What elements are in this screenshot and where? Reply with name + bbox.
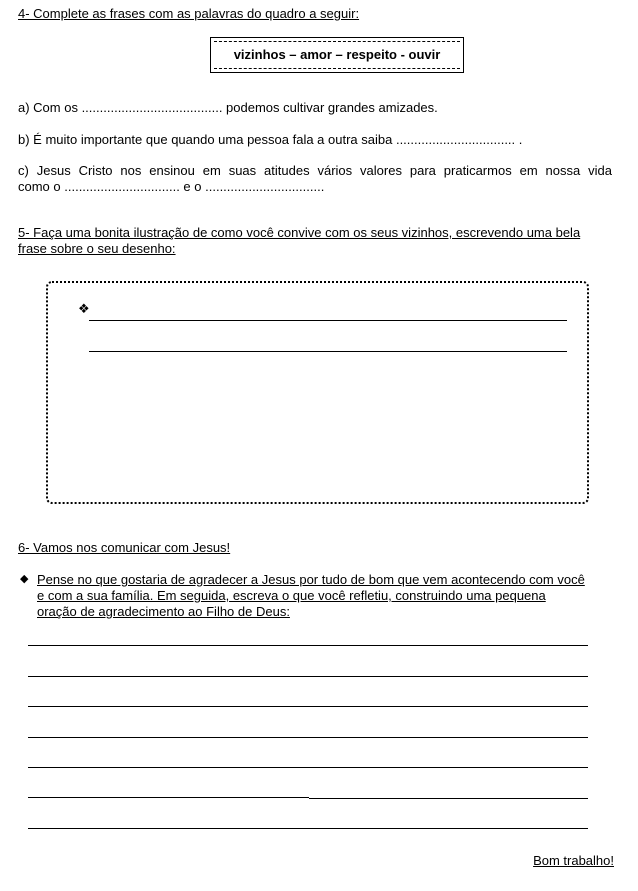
writing-line-7[interactable]: [28, 828, 588, 829]
q4-item-a: a) Com os ....................................... podemos cultivar grandes amizades.: [18, 100, 438, 115]
q6-prompt-line1: Pense no que gostaria de agradecer a Jesus por tudo de bom que vem acontecendo com você: [37, 572, 585, 587]
q5-title-line1: 5- Faça uma bonita ilustração de como você convive com os seus vizinhos, escrevendo uma bela: [18, 225, 581, 240]
writing-line-2[interactable]: [28, 676, 588, 677]
writing-line-6a[interactable]: [28, 797, 309, 798]
writing-line-1[interactable]: [28, 645, 588, 646]
word-box-text: vizinhos – amor – respeito - ouvir: [214, 41, 460, 69]
q6-prompt-line2: e com a sua família. Em seguida, escreva o que você refletiu, construindo uma pequena: [37, 588, 546, 603]
sentence-line-1[interactable]: [89, 320, 567, 321]
word-box: [210, 37, 464, 73]
q6-prompt-line3: oração de agradecimento ao Filho de Deus:: [37, 604, 290, 619]
q4-item-b: b) É muito importante que quando uma pessoa fala a outra saiba ................................. .: [18, 132, 523, 147]
diamond-bullet-icon: ❖: [78, 301, 90, 316]
writing-line-5[interactable]: [28, 767, 588, 768]
q5-title-line2: frase sobre o seu desenho:: [18, 241, 176, 256]
q4-item-c-line1: c) Jesus Cristo nos ensinou em suas atitudes vários valores para praticarmos em nossa vida: [18, 163, 612, 178]
diamond-bullet-icon: ◆: [20, 573, 29, 585]
sentence-line-2[interactable]: [89, 351, 567, 352]
writing-line-3[interactable]: [28, 706, 588, 707]
drawing-frame[interactable]: [46, 281, 589, 504]
writing-line-4[interactable]: [28, 737, 588, 738]
q4-item-c-line2: como o ................................ e o .................................: [18, 179, 325, 194]
q6-title: 6- Vamos nos comunicar com Jesus!: [18, 540, 231, 555]
q4-title: 4- Complete as frases com as palavras do quadro a seguir:: [18, 6, 360, 21]
closing-text: Bom trabalho!: [533, 853, 614, 868]
writing-line-6b[interactable]: [309, 798, 588, 799]
